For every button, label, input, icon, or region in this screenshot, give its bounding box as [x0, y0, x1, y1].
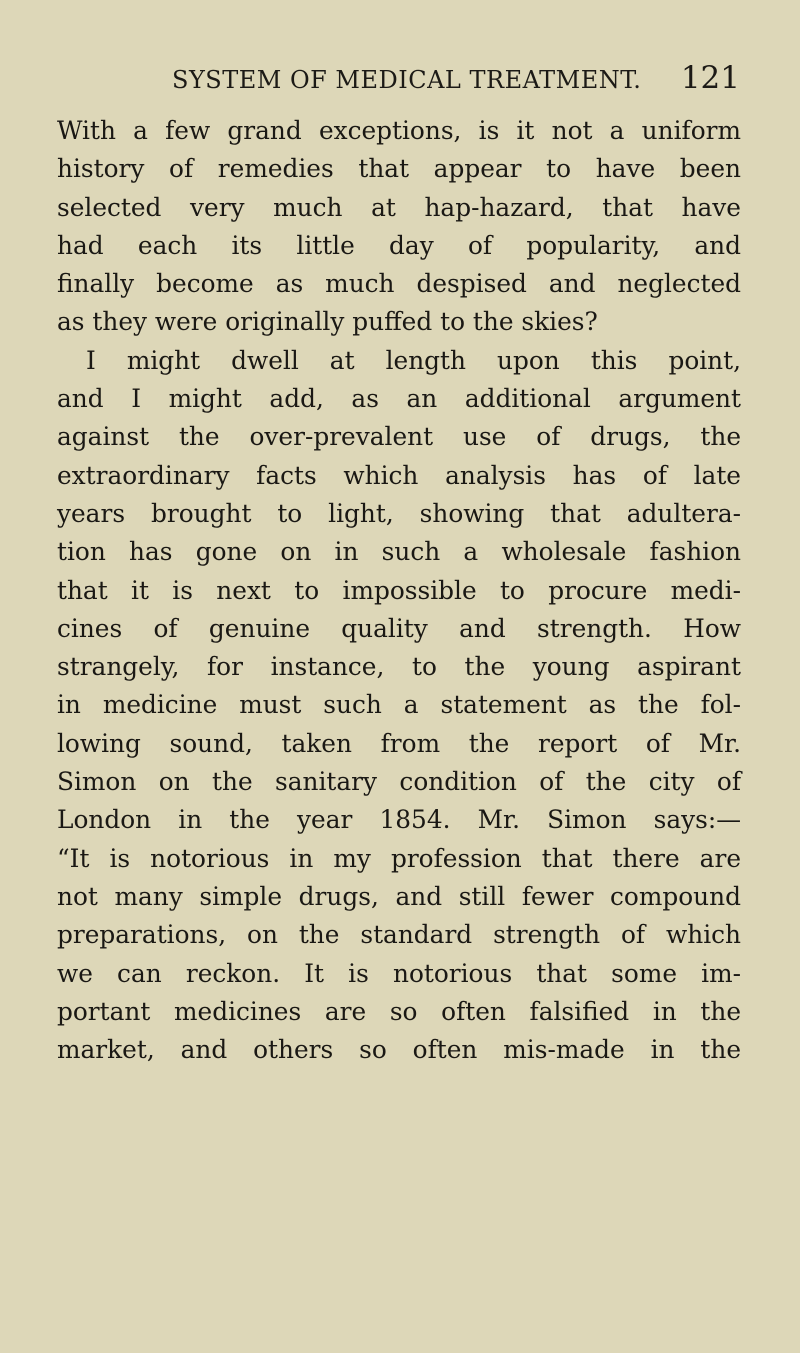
- text-line: that it is next to impossible to procure medi-: [57, 575, 741, 605]
- text-line: as they were originally puffed to the skies?: [57, 307, 598, 337]
- body-text: [57, 112, 741, 1069]
- text-line: history of remedies that appear to have been: [57, 154, 741, 184]
- text-line: and I might add, as an additional argument: [57, 384, 741, 414]
- text-line: selected very much at hap-hazard, that have: [57, 192, 741, 222]
- text-line: preparations, on the standard strength of which: [57, 920, 741, 950]
- text-line: Simon on the sanitary condition of the city of: [57, 767, 741, 797]
- text-line: “It is notorious in my profession that there are: [57, 843, 741, 873]
- text-line: we can reckon. It is notorious that some im-: [57, 958, 741, 988]
- running-head: [100, 62, 740, 102]
- text-line: not many simple drugs, and still fewer compound: [57, 881, 741, 911]
- text-line: cines of genuine quality and strength. How: [57, 613, 741, 643]
- text-line: With a few grand exceptions, is it not a uniform: [57, 116, 741, 145]
- text-line: lowing sound, taken from the report of Mr.: [57, 728, 741, 758]
- text-line: I might dwell at length upon this point,: [86, 345, 741, 375]
- text-line: market, and others so often mis-made in the: [57, 1035, 741, 1065]
- text-line: portant medicines are so often falsified in the: [57, 996, 741, 1026]
- text-line: in medicine must such a statement as the fol-: [57, 690, 741, 720]
- text-line: tion has gone on in such a wholesale fashion: [57, 537, 741, 567]
- text-line: finally become as much despised and neglected: [57, 269, 741, 299]
- text-line: years brought to light, showing that adultera-: [57, 498, 741, 528]
- text-line: strangely, for instance, to the young aspirant: [57, 652, 741, 682]
- text-line: London in the year 1854. Mr. Simon says:—: [57, 805, 741, 835]
- text-line: had each its little day of popularity, and: [57, 230, 741, 260]
- text-line: against the over-prevalent use of drugs, the: [57, 422, 741, 452]
- page-number: 121: [680, 60, 740, 96]
- running-title: SYSTEM OF MEDICAL TREATMENT.: [172, 66, 642, 94]
- text-line: extraordinary facts which analysis has of late: [57, 460, 741, 490]
